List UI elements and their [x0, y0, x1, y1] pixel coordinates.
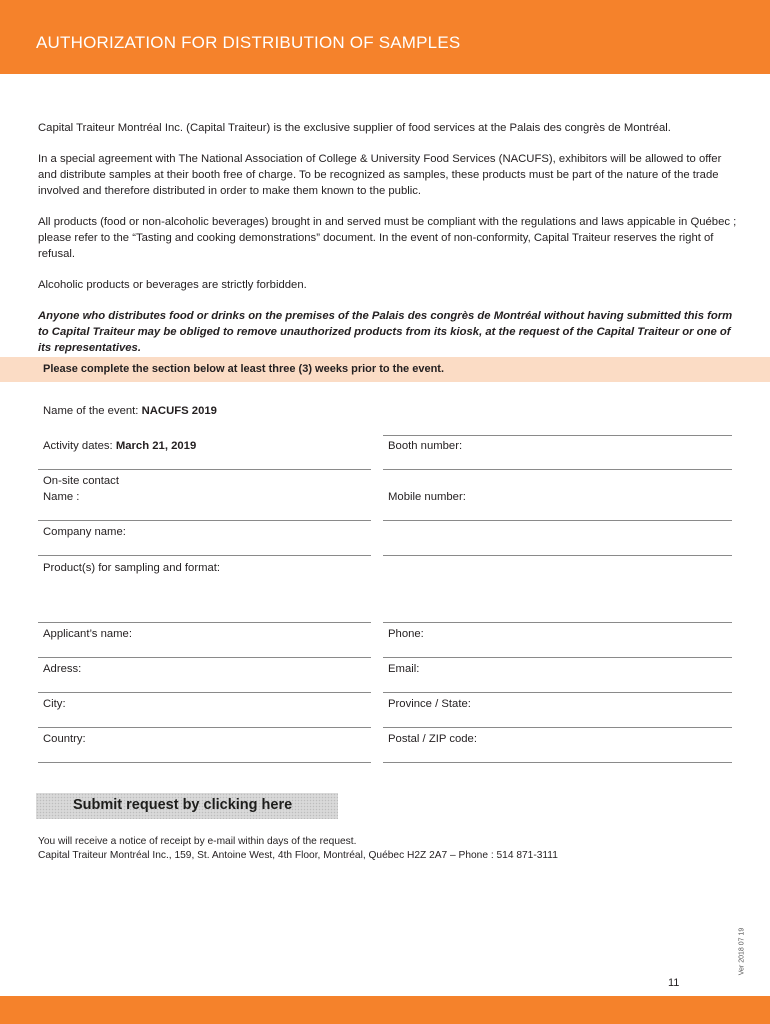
divider-line	[38, 469, 371, 470]
intro-paragraph: In a special agreement with The National Association of College & University Food Services (NACUFS), exhibitors will be allowed to offer and distribute samples at their booth free of charge. To be recognized as samples, these products must be part of the nature of the trade involved and therefore distributed in order to make them known to the public.	[38, 153, 722, 197]
footer-note	[38, 835, 638, 863]
page-number: 11	[668, 977, 680, 989]
postal-code-field[interactable]: Postal / ZIP code:	[388, 733, 477, 745]
divider-line	[38, 692, 371, 693]
products-field[interactable]: Product(s) for sampling and format:	[43, 562, 221, 574]
activity-dates-value: March 21, 2019	[115, 440, 197, 452]
applicant-name-field[interactable]: Applicant’s name:	[43, 628, 132, 640]
event-name-value: NACUFS 2019	[141, 405, 217, 417]
page-title: AUTHORIZATION FOR DISTRIBUTION OF SAMPLES	[36, 33, 461, 52]
divider-line	[383, 727, 732, 728]
divider-line	[38, 762, 371, 763]
divider-line	[38, 555, 371, 556]
warning-paragraph: Anyone who distributes food or drinks on the premises of the Palais des congrès de Montréal without having submitted this form to Capital Traiteur may be obliged to remove unauthorized products from its kiosk, at the request of the Capital Traiteur or one of its representatives.	[38, 310, 733, 354]
email-field[interactable]: Email:	[388, 663, 420, 675]
company-name-field[interactable]: Company name:	[43, 526, 126, 538]
submit-request-label: Submit request by clicking here	[73, 797, 293, 813]
divider-line	[38, 622, 371, 623]
activity-dates-field[interactable]	[43, 438, 196, 454]
company-address: Capital Traiteur Montréal Inc., 159, St. Antoine West, 4th Floor, Montréal, Québec H2Z 2A7 – Phone : 514 871-3111	[38, 850, 558, 861]
divider-line	[383, 657, 732, 658]
divider-line	[383, 692, 732, 693]
event-name-label: Name of the event:	[43, 405, 139, 417]
event-name-field[interactable]	[43, 403, 217, 419]
divider-line	[383, 469, 732, 470]
booth-number-field[interactable]: Booth number:	[388, 440, 463, 452]
submit-request-button[interactable]	[36, 793, 338, 819]
footer-bar	[0, 996, 770, 1024]
intro-paragraph: Alcoholic products or beverages are strictly forbidden.	[38, 279, 307, 291]
intro-paragraph: All products (food or non-alcoholic beverages) brought in and served must be compliant with the regulations and laws appicable in Québec ; please refer to the “Tasting and cooking demonstrations” document. In the event of non-conformity, Capital Traiteur reserves the right of refusal.	[38, 216, 737, 260]
header-bar	[0, 0, 770, 74]
province-field[interactable]: Province / State:	[388, 698, 471, 710]
contact-name-field[interactable]: Name :	[43, 491, 80, 503]
activity-dates-label: Activity dates:	[43, 440, 113, 452]
divider-line	[383, 435, 732, 436]
divider-line	[38, 520, 371, 521]
notice-band	[0, 357, 770, 382]
divider-line	[38, 657, 371, 658]
receipt-note: You will receive a notice of receipt by e-mail within days of the request.	[38, 836, 357, 847]
onsite-contact-label: On-site contact	[43, 475, 119, 487]
intro-section	[38, 120, 737, 371]
divider-line	[383, 762, 732, 763]
version-stamp: Ver 2018 07 19	[738, 927, 746, 976]
country-field[interactable]: Country:	[43, 733, 86, 745]
mobile-number-field[interactable]: Mobile number:	[388, 491, 466, 503]
intro-paragraph: Capital Traiteur Montréal Inc. (Capital Traiteur) is the exclusive supplier of food services at the Palais des congrès de Montréal.	[38, 122, 671, 134]
address-field[interactable]: Adress:	[43, 663, 82, 675]
divider-line	[38, 727, 371, 728]
divider-line	[383, 622, 732, 623]
phone-field[interactable]: Phone:	[388, 628, 424, 640]
city-field[interactable]: City:	[43, 698, 66, 710]
divider-line	[383, 520, 732, 521]
notice-text: Please complete the section below at least three (3) weeks prior to the event.	[43, 363, 445, 375]
divider-line	[383, 555, 732, 556]
